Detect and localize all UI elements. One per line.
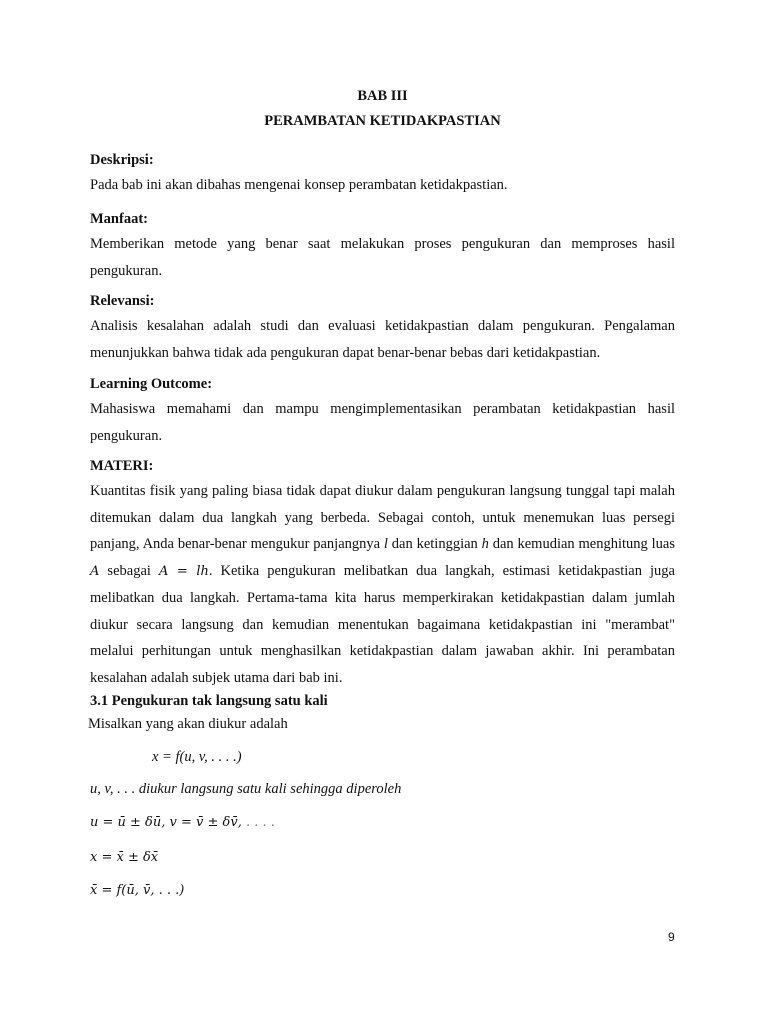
equation-2-dots: . . . . bbox=[241, 815, 275, 830]
learning-outcome-text: Mahasiswa memahami dan mampu mengimplementasikan perambatan ketidakpastian hasil pengukuran. bbox=[90, 401, 675, 444]
subsection-3-1-heading: 3.1 Pengukuran tak langsung satu kali bbox=[90, 693, 328, 709]
learning-outcome-heading: Learning Outcome: bbox=[90, 376, 213, 392]
subsection-intro: Misalkan yang akan diukur adalah bbox=[88, 716, 288, 732]
chapter-label: BAB III bbox=[357, 88, 408, 104]
equation-4: x̄ = f(ū, v̄, . . .) bbox=[90, 883, 185, 898]
area-formula: A = lh bbox=[158, 563, 209, 579]
equation-2 bbox=[90, 815, 275, 830]
deskripsi-heading: Deskripsi: bbox=[90, 152, 154, 168]
equation-2-main: u = ū ± δū, v = v̄ ± δv̄, bbox=[90, 815, 242, 830]
relevansi-text: Analisis kesalahan adalah studi dan evaluasi ketidakpastian dalam pengukuran. Pengalaman menunjukkan bahwa tidak ada pengukuran dapat benar-benar bebas dari ketidakpastian. bbox=[90, 318, 675, 361]
relevansi-heading: Relevansi: bbox=[90, 293, 155, 309]
equation-1: x = f(u, v, . . . .) bbox=[152, 749, 242, 765]
manfaat-text: Memberikan metode yang benar saat melakukan proses pengukuran dan memproses hasil pengukuran. bbox=[90, 236, 675, 279]
deskripsi-text: Pada bab ini akan dibahas mengenai konsep perambatan ketidakpastian. bbox=[90, 177, 508, 193]
materi-heading: MATERI: bbox=[90, 458, 154, 474]
chapter-title: PERAMBATAN KETIDAKPASTIAN bbox=[264, 113, 501, 129]
materi-text-c: dan kemudian menghitung luas bbox=[488, 536, 675, 552]
var-h: h bbox=[481, 536, 489, 552]
materi-text bbox=[90, 478, 675, 691]
materi-text-a: Kuantitas fisik yang paling biasa tidak dapat diukur dalam pengukuran langsung tunggal tapi malah ditemukan dalam dua langkah yang berbeda. Sebagai contoh, untuk menemukan luas persegi panjang, Anda benar-benar mengukur panjangnya bbox=[90, 483, 675, 552]
measured-line: u, v, . . . diukur langsung satu kali sehingga diperoleh bbox=[90, 781, 402, 797]
var-l: l bbox=[383, 536, 388, 552]
materi-text-e: . Ketika pengukuran melibatkan dua langkah, estimasi ketidakpastian juga melibatkan dua langkah. Pertama-tama kita harus memperkirakan ketidakpastian dalam jumlah diukur secara langsung dan kemudian menentukan bagaimana ketidakpastian ini "merambat" melalui perhitungan untuk menghasilkan ketidakpastian dalam jawaban akhir. Ini perambatan kesalahan adalah subjek utama dari bab ini. bbox=[90, 562, 675, 686]
materi-text-d: sebagai bbox=[99, 562, 159, 579]
var-A: A bbox=[90, 563, 100, 579]
materi-text-b: dan ketinggian bbox=[387, 536, 482, 552]
equation-3: x = x̄ ± δx̄ bbox=[90, 850, 159, 865]
manfaat-heading: Manfaat: bbox=[90, 211, 148, 227]
page-number: 9 bbox=[668, 930, 675, 944]
